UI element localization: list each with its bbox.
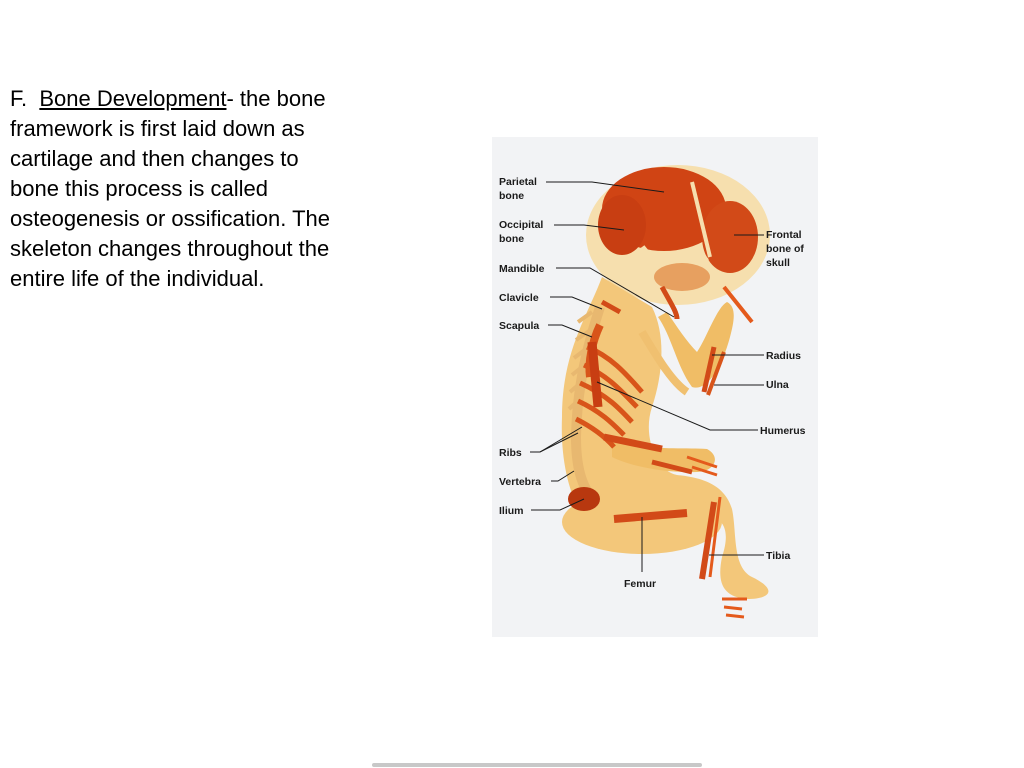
label-clavicle: Clavicle	[499, 292, 539, 304]
copyright-line	[372, 763, 702, 767]
label-mandible: Mandible	[499, 263, 545, 275]
slide-body-text	[10, 84, 330, 294]
fetal-skeleton-figure	[492, 137, 818, 637]
section-prefix: F.	[10, 86, 28, 111]
label-humerus: Humerus	[760, 425, 806, 437]
label-frontal-3: skull	[766, 257, 790, 269]
label-ribs: Ribs	[499, 447, 522, 459]
label-occipital-2: bone	[499, 233, 525, 245]
label-tibia: Tibia	[766, 550, 791, 562]
label-radius: Radius	[766, 350, 802, 362]
label-ulna: Ulna	[766, 379, 789, 391]
label-femur: Femur	[624, 578, 657, 590]
label-ilium: Ilium	[499, 505, 524, 517]
label-occipital-1: Occipital	[499, 219, 544, 231]
label-frontal-1: Frontal	[766, 229, 802, 241]
label-parietal-1: Parietal	[499, 176, 537, 188]
label-vertebra: Vertebra	[499, 476, 542, 488]
label-frontal-2: bone of	[766, 243, 804, 255]
section-body: - the bone framework is first laid down as cartilage and then changes to bone this process is called osteogenesis or ossification. The skeleton changes throughout the entire life of the individual.	[10, 86, 330, 291]
label-scapula: Scapula	[499, 320, 540, 332]
fetal-skeleton-illustration	[492, 137, 818, 637]
label-parietal-2: bone	[499, 190, 525, 202]
section-heading: Bone Development	[39, 86, 227, 111]
